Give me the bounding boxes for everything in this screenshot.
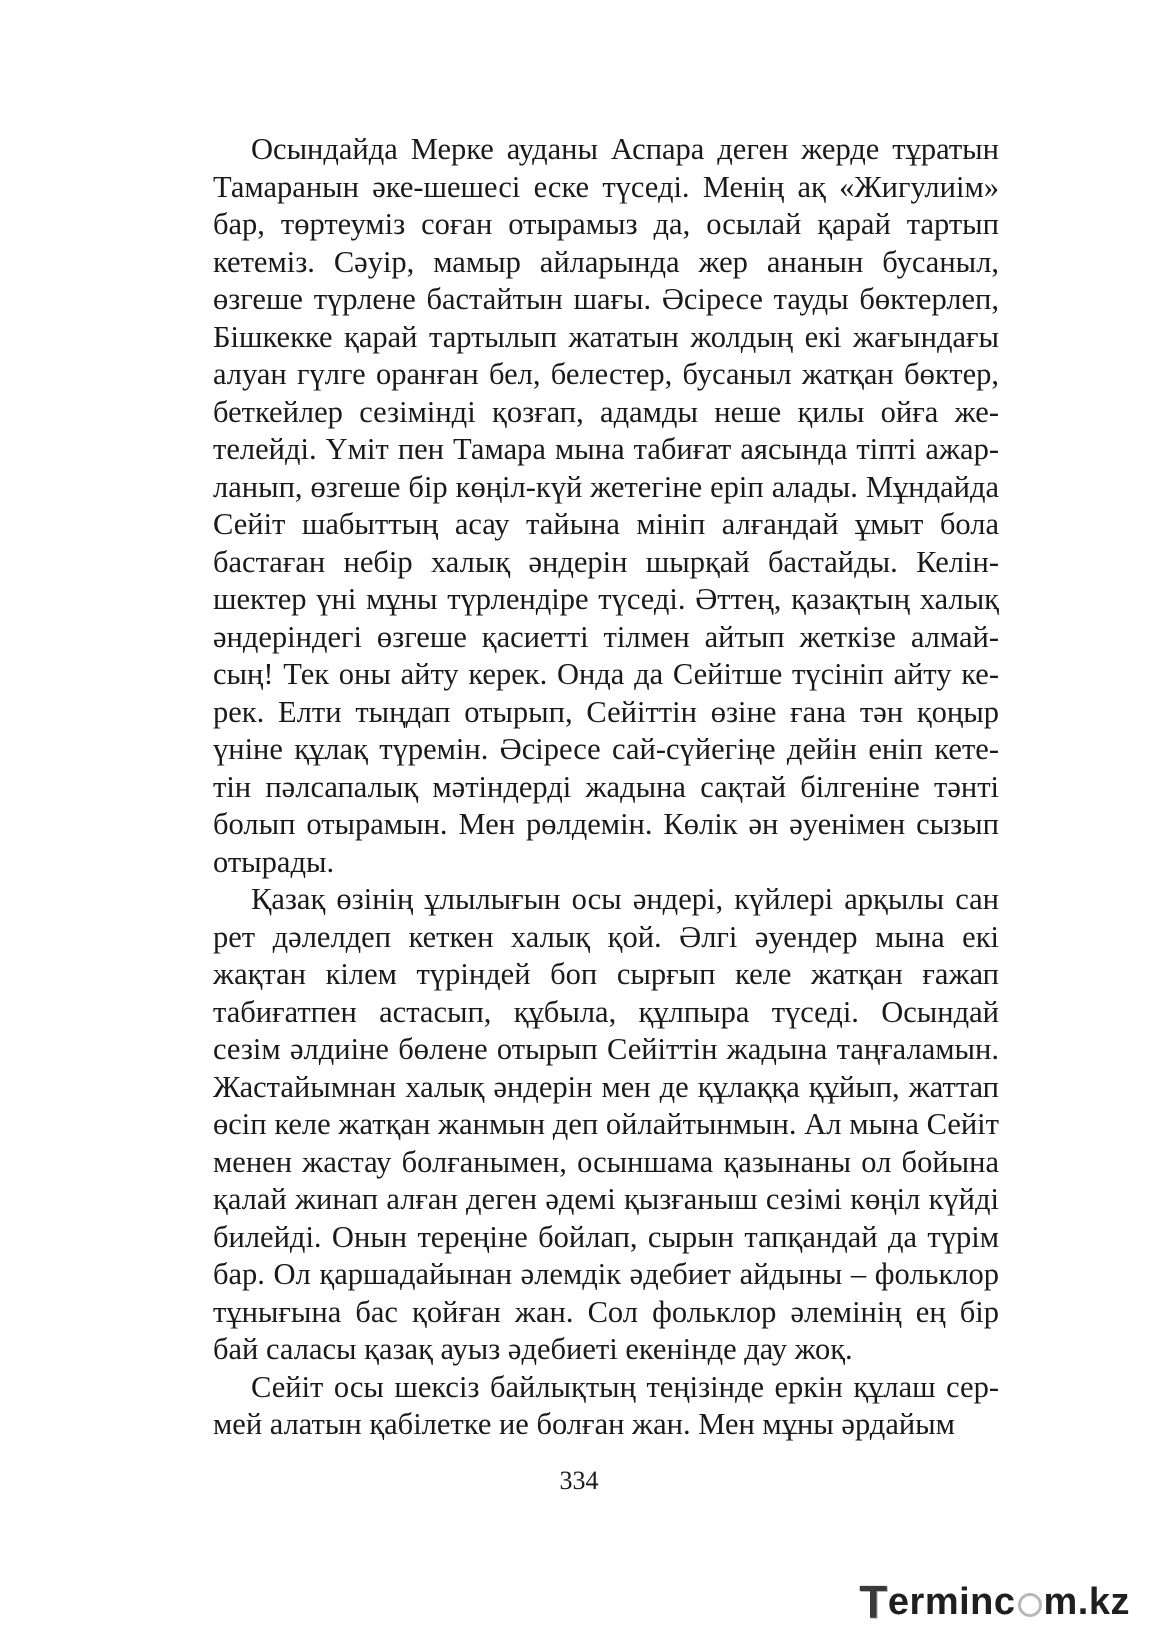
paragraph: Сейіт осы шексіз байлықтың теңізінде еркін құлаш сермей алатын қабілетке ие болған жан. Мен мұны әрдайым [213,1369,999,1441]
logo-text-start: erminc [887,1581,1016,1623]
logo-text-end: m.kz [1043,1581,1130,1623]
logo-letter-t: T [859,1576,888,1628]
paragraph: Қазақ өзінің ұлылығын осы әндері, күйлері арқылы сан рет дәлелдеп кеткен халық қой. Әлгі әуендер мына екі жақтан кілем түріндей боп сырғып келе жатқан ғажап табиғатпен астасып, құбыла, құлпыра түседі. Осындай сезім әлдиіне бөлене отырып Сейіттін жадына таңғаламын. Жастайымнан халық әндерін мен де құлаққа құйып, жаттап өсіп келе жатқан жанмын деп ойлайтынмын. Ал мына Сейіт менен жастау болғанымен, осыншама қазынаны ол бойына қалай жинап алған деген әдемі қызғаныш сезімі көңіл күйді билейді. Онын тереңіне бойлап, сырын тапқандай да түрім бар. Ол қаршадайынан әлемдік әдебиет айдыны – фольклор тұнығына бас қойған жан. Сол фольклор әлемінің ең бір бай саласы қазақ ауыз әдебиеті екенінде дау жоқ. [213,882,999,1366]
paragraph: Осындайда Мерке ауданы Аспара деген жерде тұратын Тамаранын әке-шешесі еске түседі. Менің ақ «Жигулиім» бар, төртеуміз соған отырамыз да, осылай қарай тартып кетеміз. Сәуір, мамыр айларында жер ананын бусаныл, өзгеше түрлене бастайтын шағы. Әсіресе тауды бөктерлеп, Бішкекке қарай тартылып жататын жолдың екі жағындағы алуан гүлге оранған бел, белестер, бусаныл жатқан бөктер, беткейлер сезімінді қозғап, адамды неше қилы ойға жетелейді. Үміт пен Тамара мына табиғат аясында тіпті ажарланып, өзгеше бір көңіл-күй жетегіне еріп алады. Мұндайда Сейіт шабыттың асау тайына мініп алғандай ұмыт бола бастаған небір халық әндерін шырқай бастайды. Келіншектер үні мұны түрлендіре түседі. Әттең, қазақтың халық әндеріндегі өзгеше қасиетті тілмен айтып жеткізе алмайсың! Тек оны айту керек. Онда да Сейітше түсініп айту керек. Елти тыңдап отырып, Сейіттін өзіне ғана тән қоңыр үніне құлақ түремін. Әсіресе сай-сүйегіңе дейін еніп кететін пәлсапалық мәтіндерді жадына сақтай білгеніне тәнті болып отырамын. Мен рөлдемін. Көлік ән әуенімен сызып отырады. [213,132,999,879]
magnifier-o-icon [1018,1593,1042,1617]
body-text [213,131,999,1444]
termincom-logo-watermark [859,1576,1130,1628]
page-number: 334 [559,1466,599,1495]
